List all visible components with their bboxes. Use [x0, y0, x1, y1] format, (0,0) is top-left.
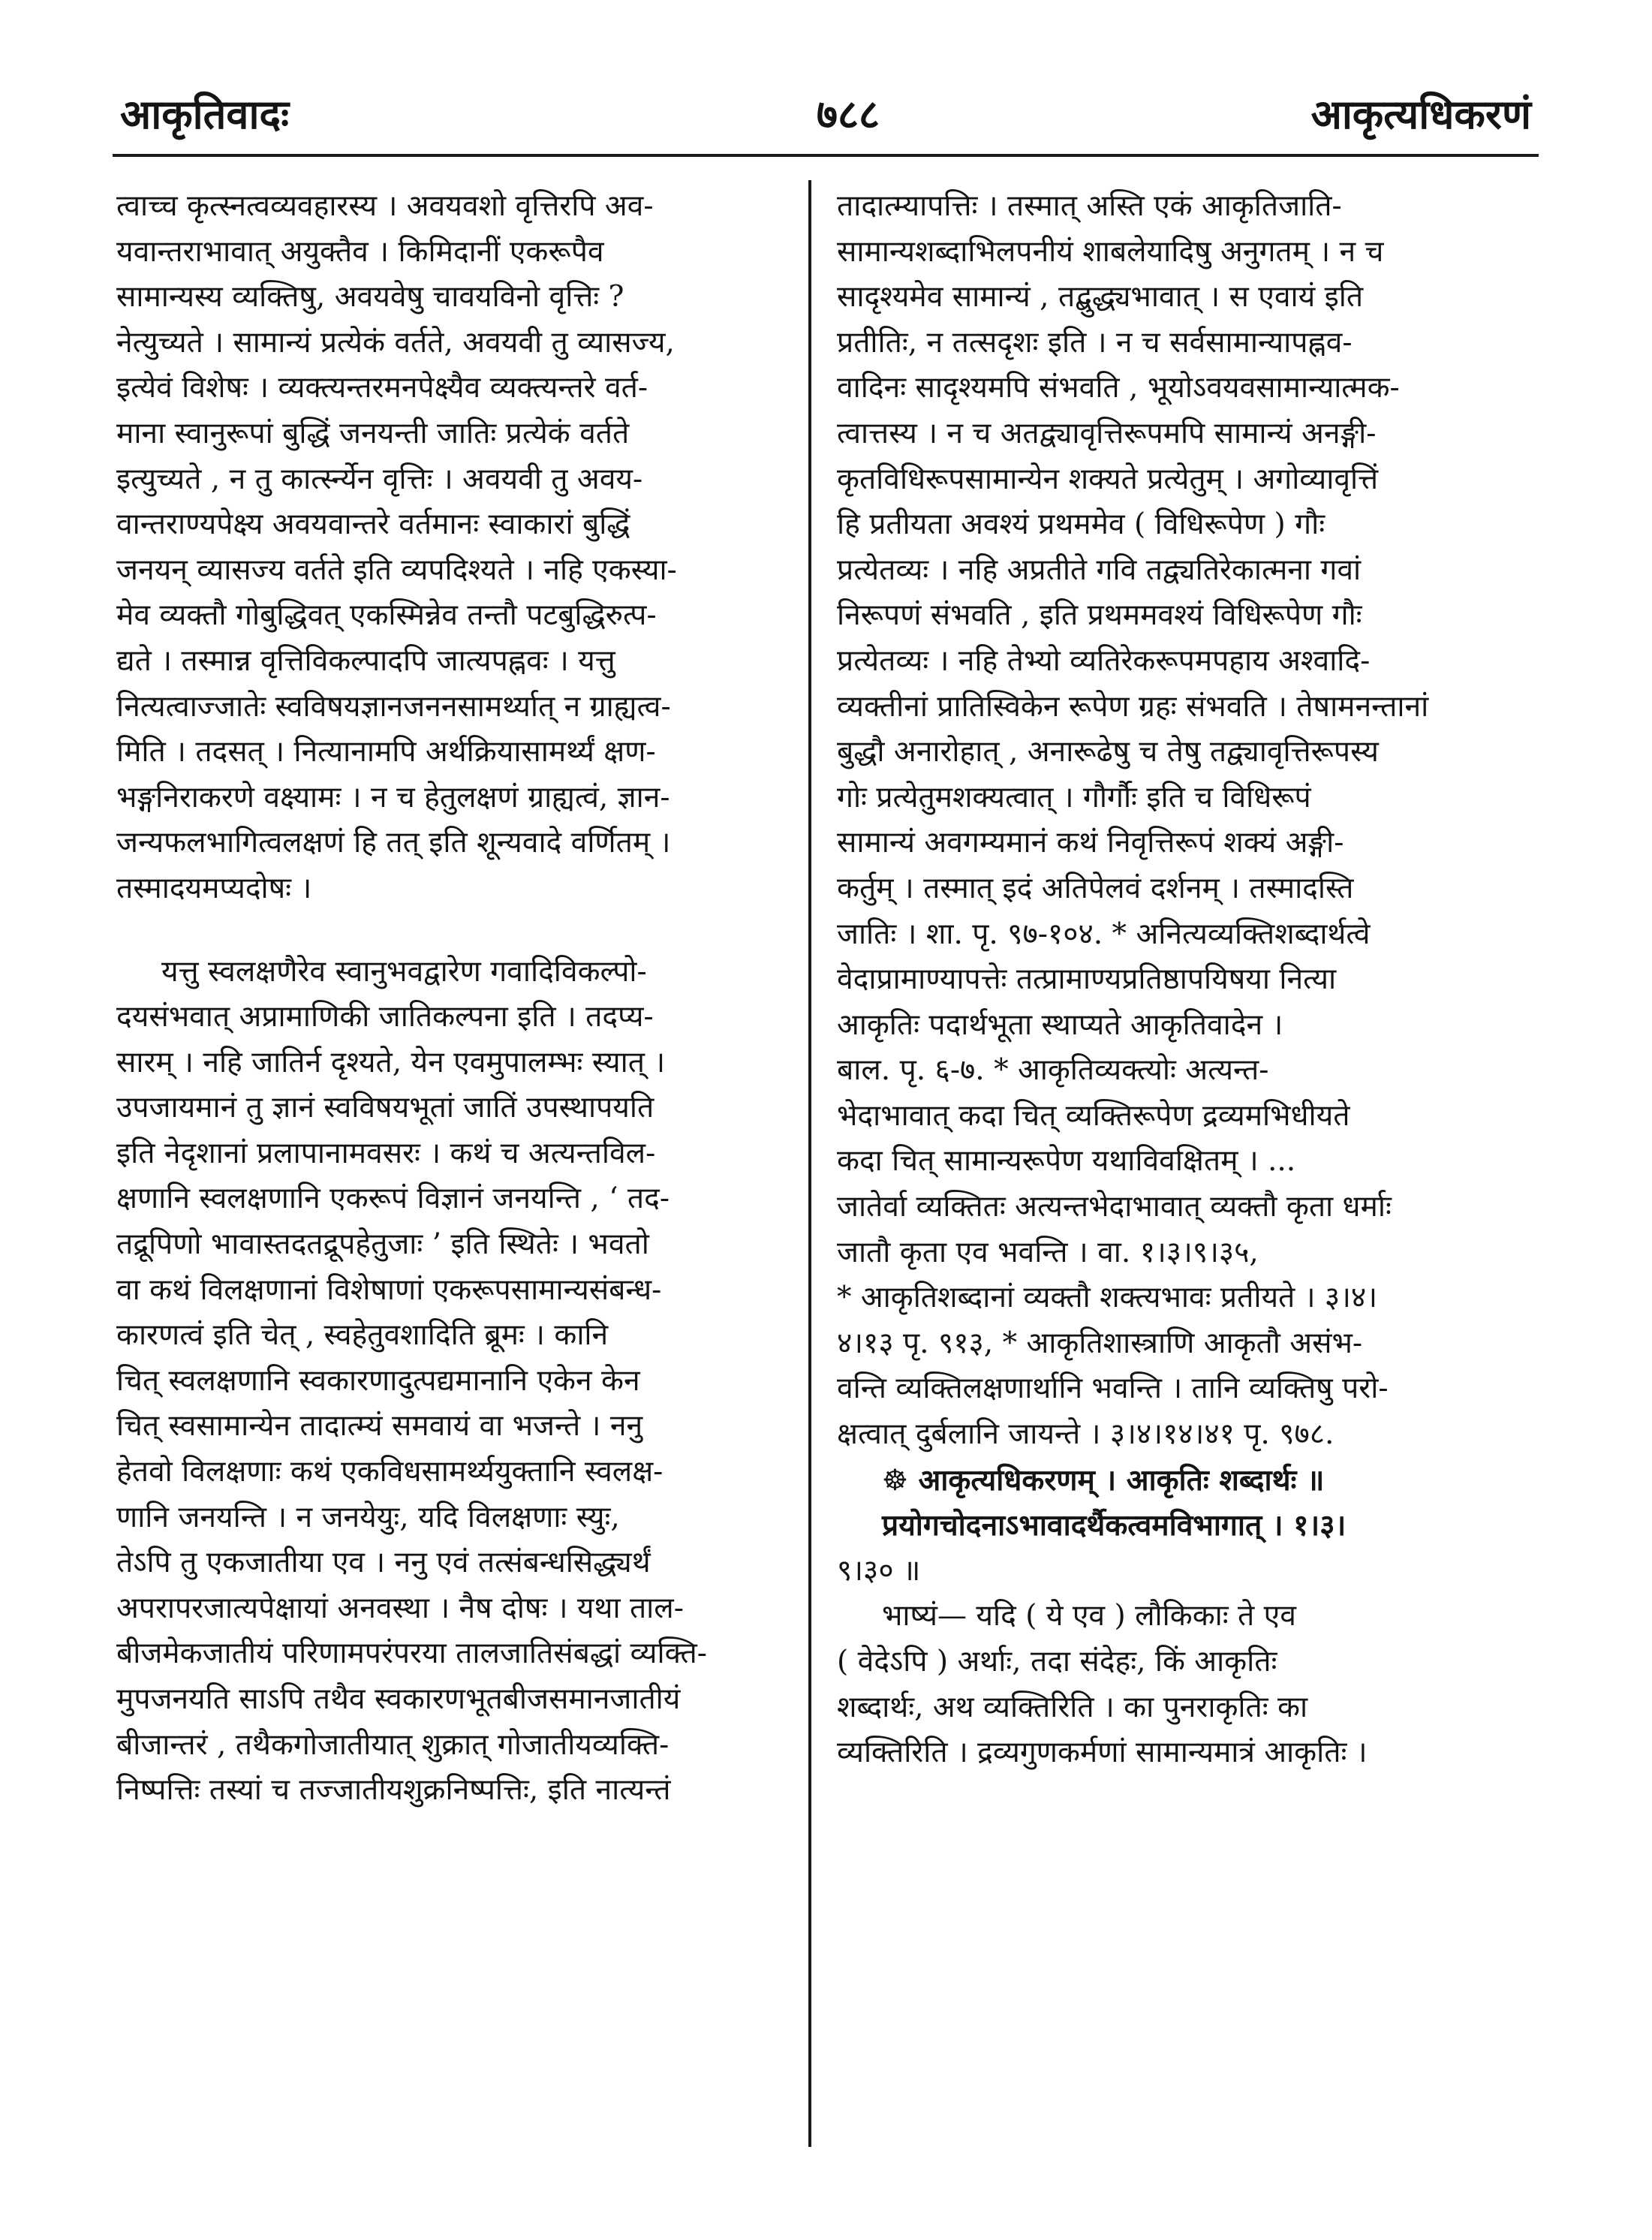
sutra-line: प्रयोगचोदनाऽभावादर्थैकत्वमविभागात् । १।३। — [882, 1508, 1347, 1543]
bhashya-block — [837, 1594, 1512, 1775]
text-line: उपजायमानं तु ज्ञानं स्वविषयभूतां जातिं उपस्थापयति — [116, 1091, 654, 1125]
text-line: कदा चित् सामान्यरूपेण यथाविवक्षितम् । ... — [837, 1144, 1296, 1179]
adhikarana-title: ☸ आकृत्यधिकरणम् । आकृतिः शब्दार्थः ॥ — [882, 1462, 1325, 1498]
text-line: क्षत्वात् दुर्बलानि जायन्ते । ३।४।१४।४१ पृ. ९७८. — [837, 1417, 1335, 1452]
text-line: ४।१३ पृ. ९१३, * आकृतिशास्त्राणि आकृतौ असंभ- — [837, 1326, 1363, 1360]
text-line: ( वेदेऽपि ) अर्थाः, तदा संदेहः, किं आकृतिः — [837, 1645, 1277, 1678]
text-line: शब्दार्थः, अथ व्यक्तिरिति । का पुनराकृतिः का — [837, 1690, 1308, 1724]
text-line: त्वाच्च कृत्स्नत्वव्यवहारस्य । अवयवशो वृत्तिरपि अव- — [116, 189, 654, 223]
text-line: सामान्यशब्दाभिलपनीयं शाबलेयादिषु अनुगतम् । न च — [837, 234, 1384, 269]
left-column — [116, 184, 792, 2151]
text-line: हेतवो विलक्षणाः कथं एकविधसामर्थ्ययुक्तानि स्वलक्ष- — [116, 1455, 664, 1489]
text-line: तेऽपि तु एकजातीया एव । ननु एवं तत्संबन्धसिद्ध्यर्थं — [116, 1546, 651, 1580]
text-line: जातौ कृता एव भवन्ति । वा. १।३।९।३५, — [837, 1235, 1259, 1269]
text-line: चित् स्वसामान्येन तादात्म्यं समवायं वा भजन्ते । ननु — [116, 1409, 643, 1444]
text-line: सामान्यस्य व्यक्तिषु, अवयवेषु चावयविनो वृत्तिः ? — [116, 280, 624, 315]
text-line: मेव व्यक्तौ गोबुद्धिवत् एकस्मिन्नेव तन्तौ पटबुद्धिरुत्प- — [116, 598, 657, 633]
text-line: प्रतीतिः, न तत्सदृशः इति । न च सर्वसामान्यापह्नव- — [837, 325, 1353, 360]
text-line: कृतविधिरूपसामान्येन शक्यते प्रत्येतुम् । अगोव्यावृत्तिं — [837, 462, 1379, 496]
header-rule — [113, 154, 1539, 157]
text-line: जातेर्वा व्यक्तितः अत्यन्तभेदाभावात् व्यक्तौ कृता धर्माः — [837, 1190, 1392, 1224]
paragraph-gap — [116, 912, 792, 950]
text-line: भेदाभावात् कदा चित् व्यक्तिरूपेण द्रव्यमभिधीयते — [837, 1098, 1350, 1133]
sutra-block — [837, 1458, 1512, 1594]
text-line: कारणत्वं इति चेत् , स्वहेतुवशादिति ब्रूमः । कानि — [116, 1318, 609, 1353]
text-line: तस्मादयमप्यदोषः । — [116, 871, 312, 905]
text-line: व्यक्तीनां प्रातिस्विकेन रूपेण ग्रहः संभवति । तेषामनन्तानां — [837, 689, 1429, 724]
text-line: चित् स्वलक्षणानि स्वकारणादुत्पद्यमानानि एकेन केन — [116, 1363, 640, 1398]
text-line: मिति । तदसत् । नित्यानामपि अर्थक्रियासामर्थ्यं क्षण- — [116, 735, 656, 769]
text-line: तद्रूपिणो भावास्तदतद्रूपहेतुजाः ’ इति स्थितेः । भवतो — [116, 1227, 649, 1262]
text-line: यवान्तराभावात् अयुक्तैव । किमिदानीं एकरूपैव — [116, 234, 604, 269]
text-line: सामान्यं अवगम्यमानं कथं निवृत्तिरूपं शक्यं अङ्गी- — [837, 826, 1344, 860]
text-line: णानि जनयन्ति । न जनयेयुः, यदि विलक्षणाः स्युः, — [116, 1500, 620, 1534]
text-line: कर्तुम् । तस्मात् इदं अतिपेलवं दर्शनम् । तस्मादस्ति — [837, 871, 1354, 905]
text-line: जन्यफलभागित्वलक्षणं हि तत् इति शून्यवादे वर्णितम् । — [116, 826, 671, 860]
text-line: जातिः । शा. पृ. ९७-१०४. * अनित्यव्यक्तिशब्दार्थत्वे — [837, 917, 1371, 951]
text-line: जनयन् व्यासज्य वर्तते इति व्यपदिश्यते । नहि एकस्या- — [116, 552, 677, 587]
text-line: बीजान्तरं , तथैकगोजातीयात् शुक्रात् गोजातीयव्यक्ति- — [116, 1727, 670, 1762]
text-line: क्षणानि स्वलक्षणानि एकरूपं विज्ञानं जनयन्ति , ‘ तद- — [116, 1182, 670, 1216]
text-line: निष्पत्तिः तस्यां च तज्जातीयशुक्रनिष्पत्तिः, इति नात्यन्तं — [116, 1773, 671, 1808]
text-line: वन्ति व्यक्तिलक्षणार्थानि भवन्ति । तानि व्यक्तिषु परो- — [837, 1371, 1389, 1406]
right-paragraph-1 — [837, 184, 1512, 1458]
text-line: वा कथं विलक्षणानां विशेषाणां एकरूपसामान्यसंबन्ध- — [116, 1272, 662, 1307]
text-line: मुपजनयति साऽपि तथैव स्वकारणभूतबीजसमानजातीयं — [116, 1682, 681, 1716]
left-paragraph-2 — [116, 950, 792, 1814]
right-column — [837, 184, 1512, 2151]
text-line: नित्यत्वाज्जातेः स्वविषयज्ञानजननसामर्थ्यात् न ग्राह्यत्व- — [116, 689, 671, 724]
left-paragraph-1 — [116, 184, 792, 912]
text-line: आकृतिः पदार्थभूता स्थाप्यते आकृतिवादेन । — [837, 1007, 1283, 1042]
text-line: माना स्वानुरूपां बुद्धिं जनयन्ती जातिः प्रत्येकं वर्तते — [116, 416, 630, 450]
text-line: इति नेदृशानां प्रलापानामवसरः । कथं च अत्यन्तविल- — [116, 1136, 656, 1170]
text-line: वान्तराण्यपेक्ष्य अवयवान्तरे वर्तमानः स्वाकारां बुद्धिं — [116, 507, 630, 542]
text-line: प्रत्येतव्यः । नहि अप्रतीते गवि तद्व्यतिरेकात्मना गवां — [837, 552, 1362, 587]
text-line: बाल. पृ. ६-७. * आकृतिव्यक्त्योः अत्यन्त- — [837, 1053, 1269, 1088]
text-line: तादात्म्यापत्तिः । तस्मात् अस्ति एकं आकृतिजाति- — [837, 189, 1342, 223]
text-line: नेत्युच्यते । सामान्यं प्रत्येकं वर्तते, अवयवी तु व्यासज्य, — [116, 325, 675, 360]
text-line: इत्युच्यते , न तु कार्त्स्न्येन वृत्तिः । अवयवी तु अवय- — [116, 462, 643, 496]
text-line: बुद्धौ अनारोहात् , अनारूढेषु च तेषु तद्व्यावृत्तिरूपस्य — [837, 735, 1379, 769]
text-line: सारम् । नहि जातिर्न दृश्यते, येन एवमुपालम्भः स्यात् । — [116, 1045, 666, 1079]
text-line: प्रत्येतव्यः । नहि तेभ्यो व्यतिरेकरूपमपहाय अश्वादि- — [837, 643, 1371, 678]
text-line: व्यक्तिरिति । द्रव्यगुणकर्मणां सामान्यमात्रं आकृतिः । — [837, 1736, 1368, 1770]
text-line: द्यते । तस्मान्न वृत्तिविकल्पादपि जात्यपह्नवः । यत्तु — [116, 643, 615, 678]
text-line: * आकृतिशब्दानां व्यक्तौ शक्त्यभावः प्रतीयते । ३।४। — [837, 1281, 1377, 1315]
header-left-title: आकृतिवादः — [120, 90, 290, 138]
text-line: भाष्यं— यदि ( ये एव ) लौकिकाः ते एव — [882, 1599, 1296, 1633]
text-line: दयसंभवात् अप्रामाणिकी जातिकल्पना इति । तदप्य- — [116, 1000, 654, 1034]
text-line: इत्येवं विशेषः । व्यक्त्यन्तरमनपेक्ष्यैव व्यक्त्यन्तरे वर्त- — [116, 371, 648, 405]
text-line: भङ्गनिराकरणे वक्ष्यामः । न च हेतुलक्षणं ग्राह्यत्वं, ज्ञान- — [116, 780, 670, 814]
text-line: यत्तु स्वलक्षणैरेव स्वानुभवद्वारेण गवादिविकल्पो- — [161, 954, 647, 989]
text-line: वेदाप्रामाण्यापत्तेः तत्प्रामाण्यप्रतिष्ठापयिषया नित्या — [837, 962, 1337, 997]
text-line: हि प्रतीयता अवश्यं प्रथममेव ( विधिरूपेण ) गौः — [837, 507, 1326, 542]
text-line: सादृश्यमेव सामान्यं , तद्बुद्ध्यभावात् । स एवायं इति — [837, 280, 1364, 315]
text-line: निरूपणं संभवति , इति प्रथममवश्यं विधिरूपेण गौः — [837, 598, 1362, 633]
text-line: अपरापरजात्यपेक्षायां अनवस्था । नैष दोषः । यथा ताल- — [116, 1591, 684, 1625]
text-line: बीजमेकजातीयं परिणामपरंपरया तालजातिसंबद्धां व्यक्ति- — [116, 1636, 707, 1671]
header-right-title: आकृत्यधिकरणं — [1310, 90, 1531, 138]
sutra-line: ९।३० ॥ — [837, 1553, 921, 1588]
column-divider — [808, 180, 811, 2147]
text-line: गोः प्रत्येतुमशक्यत्वात् । गौर्गौः इति च विधिरूपं — [837, 780, 1311, 814]
page-number: ७८८ — [816, 90, 880, 138]
text-line: वादिनः सादृश्यमपि संभवति , भूयोऽवयवसामान्यात्मक- — [837, 371, 1400, 405]
text-line: त्वात्तस्य । न च अतद्व्यावृत्तिरूपमपि सामान्यं अनङ्गी- — [837, 416, 1377, 450]
running-header — [113, 75, 1539, 150]
